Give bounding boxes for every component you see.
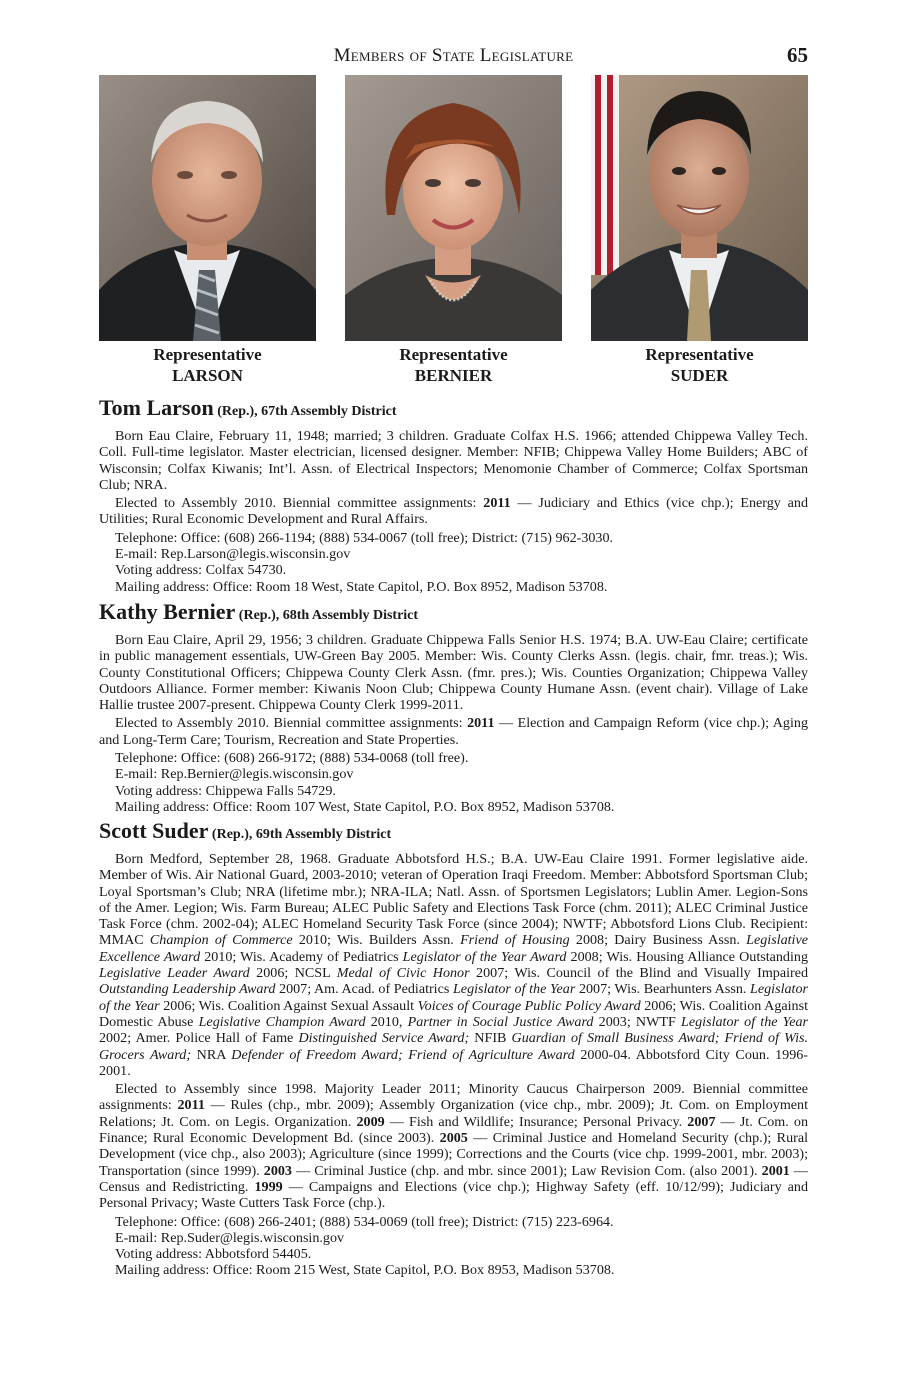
bio-background: Born Eau Claire, April 29, 1956; 3 children. Graduate Chippewa Falls Senior H.S. 1974; B.A. UW-Eau Claire; certificate in public management essentials, UW-Green Bay 2005. Member: Wis. County Clerks Assn. (legis. chair, fmr. treas.); Wis. County Constitutional Officers; Chippewa County Clerk Assn. (fmr. pres.); Wis. Counties Organization; Chippewa Valley Outdoors Alliance. Former member: Kiwanis Noon Club; Chippewa County Humane Assn. (event chair). Village of Lake Hallie trustee 2007-present. Chippewa County Clerk 1999-2011. (99, 632, 808, 714)
text-run: NFIB (469, 1030, 512, 1047)
bio-heading (99, 818, 808, 848)
text-run: — Census and Redistricting. (99, 1162, 808, 1195)
bio-voting-address: Voting address: Colfax 54730. (115, 562, 287, 579)
bio-background: Born Eau Claire, February 11, 1948; married; 3 children. Graduate Colfax H.S. 1966; attended Chippewa Valley Tech. Coll. Full-time legislator. Master electrician, licensed designer. Member: NFIB; Chippewa Valley Home Builders; ABC of Wisconsin; Colfax Kiwanis; Int’l. Assn. of Electrical Inspectors; Menomonie Chamber of Commerce; Colfax Sportsman Club; NRA. (99, 428, 808, 493)
text-run: — Jt. Com. on Finance; Rural Economic Development Bd. (since 2003). (99, 1113, 808, 1147)
text-run: — Criminal Justice (chp. and mbr. since 2001); Law Revision Com. (also 2001). (291, 1162, 762, 1179)
text-run: 2008; Wis. Housing Alliance Outstanding (566, 948, 808, 965)
bio-larson (99, 395, 808, 595)
session-year: 2011 (467, 715, 495, 732)
member-name: Tom Larson (99, 395, 214, 420)
award-name: Legislative Champion Award (198, 1013, 366, 1030)
caption-name: BERNIER (414, 366, 493, 385)
text-run: 2002; Amer. Police Hall of Fame (99, 1030, 299, 1047)
bio-telephone: Telephone: Office: (608) 266-9172; (888) 534-0068 (toll free). (115, 750, 469, 767)
caption-title: Representative (645, 345, 754, 364)
text-run: 2007; Wis. Council of the Blind and Visually Impaired (469, 965, 808, 982)
member-affiliation: (Rep.), 69th Assembly District (211, 827, 392, 842)
text-run: 2008; Dairy Business Assn. (569, 932, 747, 949)
bio-heading (99, 395, 808, 425)
running-title: Members of State Legislature (333, 45, 574, 66)
portrait-bernier (345, 75, 562, 341)
session-year: 2011 (483, 495, 511, 512)
caption-name: SUDER (670, 366, 729, 385)
bio-email: E-mail: Rep.Larson@legis.wisconsin.gov (115, 546, 351, 563)
award-name: Legislator of the Year (99, 981, 808, 1014)
award-name: Legislator of the Year Award (402, 948, 567, 965)
session-year: 2011 (177, 1097, 205, 1114)
member-name: Scott Suder (99, 818, 209, 843)
session-year: 2003 (263, 1162, 292, 1179)
caption-suder (591, 344, 808, 386)
bio-elected: Elected to Assembly 2010. Biennial committee assignments: 2011 — Judiciary and Ethics (vice chp.); Energy and Utilities; Rural Economic Development and Rural Affairs. (99, 495, 808, 528)
award-name: Medal of Civic Honor (336, 965, 470, 982)
text-run: NRA (191, 1046, 232, 1063)
text-run: 2010, (365, 1013, 408, 1030)
award-name: Guardian of Small Business Award; Friend of Wis. Grocers Award; (99, 1030, 809, 1063)
award-name: Outstanding Leadership Award (99, 981, 276, 998)
member-affiliation: (Rep.), 68th Assembly District (238, 608, 419, 623)
text-run: 2000-04. Abbotsford City Coun. 1996-2001. (99, 1046, 809, 1079)
text-run: — Fish and Wildlife; Insurance; Personal Privacy. (384, 1113, 688, 1130)
portrait-larson (99, 75, 316, 341)
text-run: 2006; Wis. Coalition Against Sexual Assault (159, 997, 418, 1014)
caption-larson (99, 344, 316, 386)
text-run: — Rules (chp., mbr. 2009); Assembly Organization (vice chp., mbr. 2009); Jt. Com. on Employment Relations; Jt. Com. on Legis. Organization. (99, 1097, 808, 1130)
award-name: Legislator of the Year (681, 1013, 809, 1030)
session-year: 2009 (356, 1113, 385, 1130)
bio-background (99, 851, 808, 1079)
text-run: 2010; Wis. Academy of Pediatrics (200, 948, 403, 965)
bio-elected (99, 1081, 808, 1211)
bio-telephone: Telephone: Office: (608) 266-2401; (888) 534-0069 (toll free); District: (715) 223-6964. (115, 1213, 614, 1230)
page-number: 65 (787, 43, 808, 67)
portrait-suder (591, 75, 808, 341)
caption-bernier (345, 344, 562, 386)
bio-email: E-mail: Rep.Suder@legis.wisconsin.gov (115, 1229, 345, 1246)
award-name: Friend of Housing (460, 932, 570, 949)
text-run: 2006; NCSL (249, 965, 337, 982)
bio-mailing-address: Mailing address: Office: Room 215 West, State Capitol, P.O. Box 8953, Madison 53708. (115, 1262, 615, 1279)
award-name: Legislative Excellence Award (99, 932, 808, 965)
award-name: Defender of Freedom Award; Friend of Agriculture Award (231, 1046, 575, 1063)
text-run: 2003; NWTF (593, 1013, 682, 1030)
text-run: 2007; Am. Acad. of Pediatrics (275, 981, 453, 998)
text-run: 2010; Wis. Builders Assn. (292, 932, 461, 949)
text-run: — Criminal Justice and Homeland Security (chp.); Rural Development (vice chp., also 2003); Agriculture (since 1999); Corrections and the Courts (vice chp. 1999-2001, mbr. 2003); Transportation (since 1999). (99, 1130, 808, 1179)
member-name: Kathy Bernier (99, 599, 236, 624)
award-name: Legislative Leader Award (99, 965, 250, 982)
text-run: 2007; Wis. Bearhunters Assn. (575, 981, 751, 998)
bio-heading (99, 599, 808, 629)
bio-elected: Elected to Assembly 2010. Biennial committee assignments: 2011 — Election and Campaign Reform (vice chp.); Aging and Long-Term Care; Tourism, Recreation and State Properties. (99, 715, 808, 748)
session-year: 1999 (254, 1178, 283, 1195)
bio-voting-address: Voting address: Chippewa Falls 54729. (115, 782, 336, 799)
award-name: Legislator of the Year (452, 981, 576, 998)
award-name: Champion of Commerce (149, 932, 293, 949)
text-run: Elected to Assembly since 1998. Majority Leader 2011; Minority Caucus Chairperson 2009. Biennial committee assignments: (99, 1081, 808, 1114)
text-run: Born Medford, September 28, 1968. Graduate Abbotsford H.S.; B.A. UW-Eau Claire 1991. Former legislative aide. Member of Wis. Air National Guard, 2003-2010; veteran of Operation Iraqi Freedom. Member: Abbotsford Sportsman Club; Loyal Sportsman’s Club; NRA (lifetime mbr.); NRA-ILA; Natl. Assn. of Sportsmen Legislators; Lublin Amer. Legion-Sons of the Amer. Legion; Wis. Farm Bureau; ALEC Public Safety and Elections Task Force (chm. 2011); ALEC Criminal Justice Task Force (chm. 2002-04); ALEC Homeland Security Task Force (since 2004); NWTF; Abbotsford Lions Club. Recipient: MMAC (99, 851, 808, 949)
session-year: 2007 (687, 1113, 716, 1130)
session-year: 2001 (761, 1162, 790, 1179)
bio-mailing-address: Mailing address: Office: Room 107 West, State Capitol, P.O. Box 8952, Madison 53708. (115, 798, 615, 815)
bio-email: E-mail: Rep.Bernier@legis.wisconsin.gov (115, 766, 354, 783)
award-name: Partner in Social Justice Award (407, 1013, 594, 1030)
award-name: Distinguished Service Award; (298, 1030, 470, 1047)
member-affiliation: (Rep.), 67th Assembly District (217, 404, 397, 419)
bio-bernier (99, 599, 808, 815)
bio-mailing-address: Mailing address: Office: Room 18 West, State Capitol, P.O. Box 8952, Madison 53708. (115, 578, 608, 595)
text-run: — Campaigns and Elections (vice chp.); Highway Safety (eff. 10/12/99); Judiciary and Personal Privacy; Waste Cutters Task Force (chp.). (99, 1178, 808, 1212)
caption-title: Representative (399, 345, 508, 364)
page-header (99, 45, 808, 73)
session-year: 2005 (439, 1130, 468, 1147)
award-name: Voices of Courage Public Policy Award (417, 997, 641, 1014)
bio-telephone: Telephone: Office: (608) 266-1194; (888) 534-0067 (toll free); District: (715) 962-3030. (115, 529, 614, 546)
caption-name: LARSON (172, 366, 243, 385)
bio-suder (99, 818, 808, 1279)
bio-voting-address: Voting address: Abbotsford 54405. (115, 1246, 312, 1263)
text-run: 2006; Wis. Coalition Against Domestic Abuse (99, 997, 808, 1030)
caption-title: Representative (153, 345, 262, 364)
